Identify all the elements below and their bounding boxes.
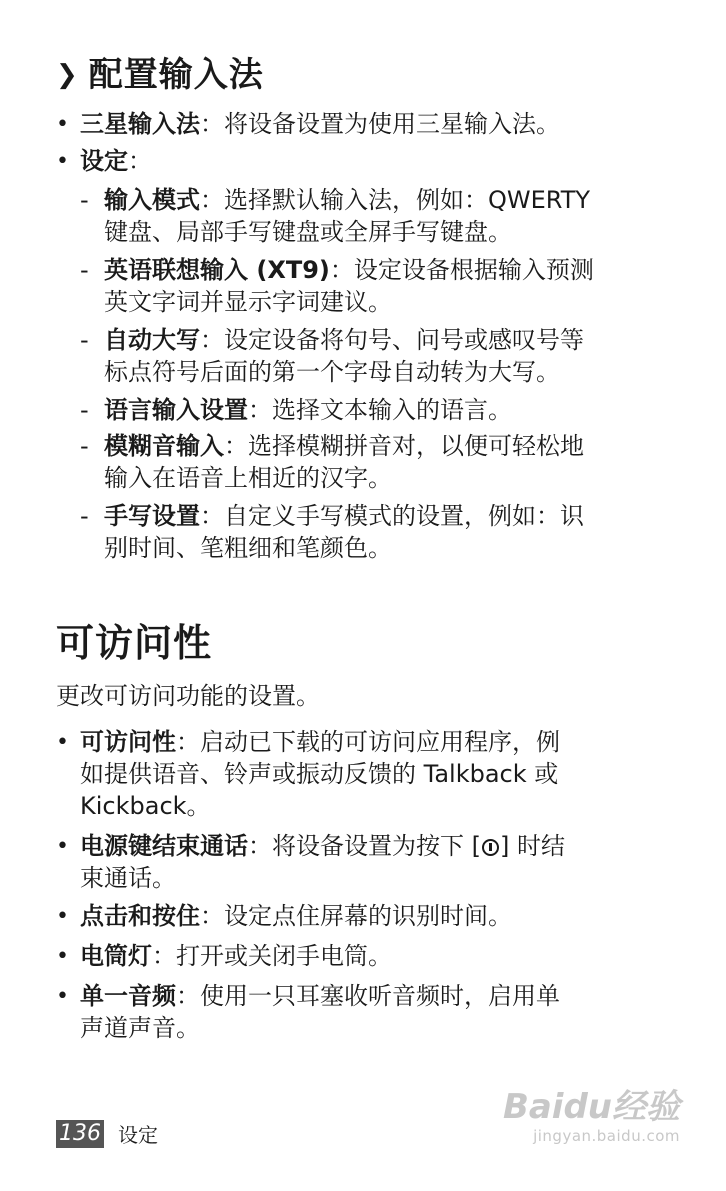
dash-icon: - [80, 186, 89, 214]
sub-list-item-line: 别时间、笔粗细和笔颜色。 [104, 534, 392, 562]
section-title-accessibility: 可访问性 [56, 621, 213, 665]
sub-list-item-line: 键盘、局部手写键盘或全屏手写键盘。 [104, 218, 512, 246]
bullet-icon: • [56, 904, 69, 929]
list-item: 点击和按住：设定点住屏幕的识别时间。 [80, 902, 512, 930]
sub-list-item-line: 输入在语音上相近的汉字。 [104, 464, 392, 492]
dash-icon: - [80, 326, 89, 354]
list-item: 单一音频：使用一只耳塞收听音频时，启用单 [80, 982, 560, 1010]
section-title-input-method: ❯ 配置输入法 [56, 55, 264, 95]
sub-list-item-line: 标点符号后面的第一个字母自动转为大写。 [104, 358, 560, 386]
dash-icon: - [80, 502, 89, 530]
footer-section-label: 设定 [118, 1123, 158, 1147]
section-intro: 更改可访问功能的设置。 [56, 682, 320, 710]
list-item-line: 声道声音。 [80, 1014, 200, 1042]
list-item: 电筒灯：打开或关闭手电筒。 [80, 942, 392, 970]
dash-icon: - [80, 396, 89, 424]
dash-icon: - [80, 256, 89, 284]
sub-list-item: 输入模式：选择默认输入法，例如：QWERTY [104, 186, 591, 214]
list-item: 可访问性：启动已下载的可访问应用程序，例 [80, 728, 560, 756]
list-item-line: Kickback。 [80, 792, 211, 820]
bullet-icon: • [56, 730, 69, 755]
sub-list-item: 模糊音输入：选择模糊拼音对，以便可轻松地 [104, 432, 584, 460]
watermark-logo: Baidu经验 [502, 1087, 680, 1127]
list-item-line: 如提供语音、铃声或振动反馈的 Talkback 或 [80, 760, 559, 788]
bullet-icon: • [56, 944, 69, 969]
bullet-icon: • [56, 112, 69, 137]
list-item: 设定： [80, 147, 152, 175]
sub-list-item: 英语联想输入 (XT9)：设定设备根据输入预测 [104, 256, 594, 284]
sub-list-item: 自动大写：设定设备将句号、问号或感叹号等 [104, 326, 584, 354]
sub-list-item: 手写设置：自定义手写模式的设置，例如：识 [104, 502, 584, 530]
watermark-url: jingyan.baidu.com [533, 1127, 680, 1145]
sub-list-item-line: 英文字词并显示字词建议。 [104, 288, 392, 316]
chevron-right-icon: ❯ [56, 60, 79, 90]
bullet-icon: • [56, 149, 69, 174]
power-key-icon [482, 839, 499, 856]
page-number: 136 [56, 1120, 104, 1148]
baidu-watermark [503, 1088, 680, 1146]
list-item-line: 束通话。 [80, 864, 176, 892]
bullet-icon: • [56, 834, 69, 859]
bullet-icon: • [56, 984, 69, 1009]
sub-list-item: 语言输入设置：选择文本输入的语言。 [104, 396, 512, 424]
list-item: 电源键结束通话：将设备设置为按下 [ ] 时结 [80, 832, 565, 860]
list-item: 三星输入法：将设备设置为使用三星输入法。 [80, 110, 560, 138]
dash-icon: - [80, 432, 89, 460]
